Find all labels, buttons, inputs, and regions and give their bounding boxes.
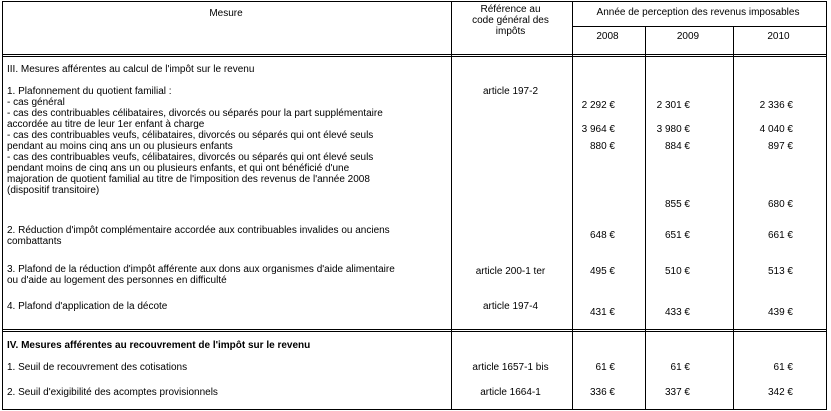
- value-2008: 3 964 €: [581, 124, 615, 135]
- header-bottom-line: [3, 54, 826, 55]
- value-2010: 61 €: [773, 362, 793, 373]
- reference-cell: article 197-4: [482, 301, 539, 312]
- value-2009: 884 €: [664, 141, 690, 152]
- header-bottom-line-2: [3, 56, 826, 57]
- measure-line: pendant moins de cinq ans un ou plusieurs enfants, et qui ont bénéficié d'une: [7, 163, 350, 174]
- value-2009: 855 €: [664, 199, 690, 210]
- section-iv-title: IV. Mesures afférentes au recouvrement de l'impôt sur le revenu: [7, 340, 311, 351]
- header-mesure: Mesure: [209, 8, 243, 19]
- measure-line: - cas des contribuables veufs, célibataires, divorcés ou séparés qui ont élevé seuls: [7, 130, 374, 141]
- value-2008: 495 €: [589, 266, 615, 277]
- value-2010: 513 €: [767, 266, 793, 277]
- col-divider-2010: [733, 26, 734, 409]
- value-2009: 651 €: [664, 230, 690, 241]
- reference-cell: article 197-2: [482, 86, 539, 97]
- value-2008: 2 292 €: [581, 100, 615, 111]
- value-2009: 2 301 €: [656, 100, 690, 111]
- measure-line: 4. Plafond d'application de la décote: [7, 301, 168, 312]
- reference-cell: article 200-1 ter: [475, 266, 546, 277]
- measure-line: 2. Seuil d'exigibilité des acomptes provisionnels: [7, 387, 218, 398]
- measure-line: - cas général: [7, 97, 65, 108]
- header-year-2009: 2009: [676, 31, 700, 42]
- value-2009: 61 €: [670, 362, 690, 373]
- col-divider-ref: [451, 2, 452, 409]
- header-annee: Année de perception des revenus imposables: [596, 7, 800, 18]
- measure-line: 1. Seuil de recouvrement des cotisations: [7, 362, 188, 373]
- value-2009: 510 €: [664, 266, 690, 277]
- value-2009: 337 €: [664, 387, 690, 398]
- value-2010: 2 336 €: [759, 100, 793, 111]
- year-subheader-line: [572, 26, 826, 27]
- value-2010: 342 €: [767, 387, 793, 398]
- section-divider-line-2: [3, 331, 826, 332]
- value-2008: 431 €: [589, 307, 615, 318]
- value-2010: 4 040 €: [759, 124, 793, 135]
- col-divider-2009: [645, 26, 646, 409]
- value-2009: 3 980 €: [656, 124, 690, 135]
- measure-line: majoration de quotient familial au titre de l'imposition des revenus de l'année 2008: [7, 174, 370, 185]
- measure-line: combattants: [7, 236, 62, 247]
- measure-line: pendant au moins cinq ans un ou plusieurs enfants: [7, 141, 233, 152]
- measure-line: (dispositif transitoire): [7, 185, 100, 196]
- value-2010: 897 €: [767, 141, 793, 152]
- measure-line: 2. Réduction d'impôt complémentaire accordée aux contribuables invalides ou anciens: [7, 225, 390, 236]
- section-iii-title: III. Mesures afférentes au calcul de l'impôt sur le revenu: [7, 64, 255, 75]
- reference-cell: article 1657-1 bis: [472, 362, 549, 373]
- value-2008: 648 €: [589, 230, 615, 241]
- value-2010: 661 €: [767, 230, 793, 241]
- measure-line: 3. Plafond de la réduction d'impôt afférente aux dons aux organismes d'aide alimentaire: [7, 264, 395, 275]
- value-2008: 880 €: [589, 141, 615, 152]
- value-2008: 61 €: [595, 362, 615, 373]
- measure-line: ou d'aide au logement des personnes en difficulté: [7, 275, 227, 286]
- header-reference-line2: code général des: [472, 15, 549, 26]
- header-reference-line1: Référence au: [480, 4, 541, 15]
- header-year-2008: 2008: [596, 31, 619, 42]
- reference-cell: article 1664-1: [480, 387, 541, 398]
- value-2010: 439 €: [767, 307, 793, 318]
- measure-line: - cas des contribuables veufs, célibataires, divorcés ou séparés qui ont élevé seuls: [7, 152, 374, 163]
- section-divider-line: [3, 329, 826, 330]
- value-2010: 680 €: [767, 199, 793, 210]
- value-2008: 336 €: [589, 387, 615, 398]
- measure-title: 1. Plafonnement du quotient familial :: [7, 86, 172, 97]
- measure-line: - cas des contribuables célibataires, divorcés ou séparés pour la part supplémentaire: [7, 108, 383, 119]
- measure-line: accordée au titre de leur 1er enfant à charge: [7, 119, 205, 130]
- header-year-2010: 2010: [767, 31, 790, 42]
- value-2009: 433 €: [664, 307, 690, 318]
- col-divider-2008: [572, 2, 573, 409]
- header-reference-line3: impôts: [495, 26, 526, 37]
